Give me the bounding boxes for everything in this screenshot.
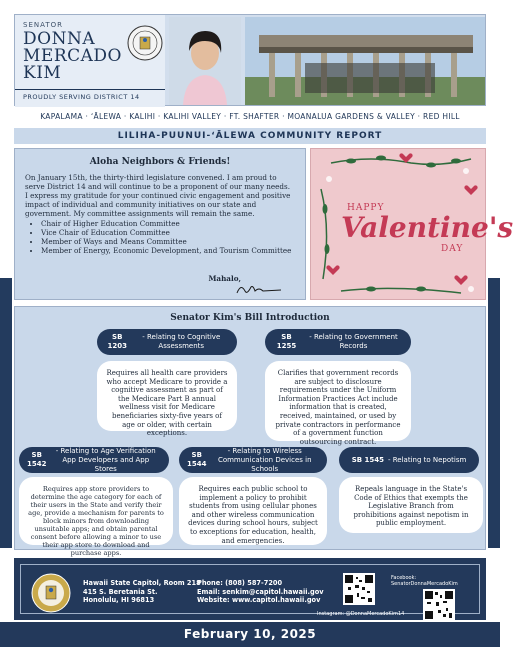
bill-card-sb1545: Repeals language in the State's Code of Ethics that exempts the Legislative Branch from prohibitions against nepotism in public employment. [339,477,483,533]
bill-pill-sb1544 [179,447,327,473]
bill-number: SB 1255 [276,333,297,350]
bill-card-sb1203: Requires all health care providers who accept Medicare to provide a cognitive assessment as part of the Medicare Part B annual wellness visit for Medicare beneficiaries sixty-five years of age or older, with certain exceptions. [97,361,237,431]
letter-title: Aloha Neighbors & Friends! [89,157,231,167]
left-side-band [0,278,12,548]
state-seal-icon [31,573,71,613]
contact-footer [14,558,486,620]
letter-closing: Mahalo, [208,274,241,283]
bill-number: SB 1544 [187,451,207,468]
bill-card-sb1542: Requires app store providers to determine the age category for each of their users in the State and verify their age, provide a mechanism for parents to block minors from downloading unsuitable apps; and obtain parental consent before allowing a minor to use their app store to download and purchase apps. [19,477,173,545]
valentine-main-text: Valentine's [341,211,513,244]
address-line: 415 S. Beretania St. [83,587,158,596]
letter-body: On January 15th, the thirty-third legislature convened. I am proud to serve District 14 and will continue to be a proponent of our many needs. I express my gratitude for your continued civic engagement and positive impact of individual and community initiatives on our state and government. My committee assignments will remain the same. [25,173,291,218]
signature-image [235,281,283,297]
bill-subject: - Relating to Government Records [309,333,398,350]
bill-card-sb1544: Requires each public school to implement a policy to prohibit students from using cellular phones and other wireless communication devices during school hours, subject to exceptions for education, health, and emergencies. [179,477,327,545]
senator-label: SENATOR [23,21,63,29]
header-banner [14,14,486,106]
email-link[interactable]: Email: senkim@capitol.hawaii.gov [197,587,324,596]
valentine-day-text: DAY [441,244,464,254]
bill-subject: - Relating to Nepotism [387,455,467,464]
senator-name-line1: DONNA [23,29,96,49]
bill-pill-sb1542 [19,447,169,473]
contact-info [197,579,324,605]
address-line: Honolulu, HI 96813 [83,596,155,604]
committee-item: • Member of Ways and Means Committee [41,237,295,246]
capitol-address [83,579,201,605]
valentine-graphic [310,148,513,300]
report-date: February 10, 2025 [0,622,500,647]
facebook-handle[interactable]: Facebook: SenatorDonnaMercadoKim [391,575,458,587]
senator-portrait [169,17,241,105]
committee-item: • Member of Energy, Economic Development, and Tourism Committee [41,246,295,255]
bill-card-sb1255: Clarifies that government records are subject to disclosure requirements under the Uniform Information Practices Act include information that is created, received, maintained, or used by private contractors in performance of a government function outsourcing contract. [265,361,411,441]
bill-number: SB 1203 [107,333,127,350]
bill-number: SB 1545 [351,455,384,464]
committee-list [41,219,295,255]
bill-subject: - Relating to Age Verification App Developers and App Stores [55,446,156,473]
instagram-qr-code[interactable] [343,573,375,605]
district-tagline: PROUDLY SERVING DISTRICT 14 [23,93,140,101]
bills-title: Senator Kim's Bill Introduction [170,313,330,323]
bill-pill-sb1545 [339,447,479,473]
phone-text: Phone: (808) 587-7200 [197,579,283,587]
aloha-letter [14,148,306,300]
facebook-qr-code[interactable] [423,589,455,621]
right-side-band [488,278,500,548]
instagram-handle[interactable]: Instagram: @DonnaMercadoKim14 [317,611,405,617]
report-title: LILIHA-PUUNUI-ʻĀLEWA COMMUNITY REPORT [14,128,486,144]
footer-frame [20,564,480,617]
state-seal-icon [127,25,163,61]
capitol-building-image [245,17,485,105]
valentine-happy-text: HAPPY [347,203,385,213]
districts-list: KAPALAMA · ʻĀLEWA · KALIHI · KALIHI VALLEY · FT. SHAFTER · MOANALUA GARDENS & VALLEY · RED HILL [40,112,460,121]
bill-pill-sb1255 [265,329,411,355]
committee-item: • Vice Chair of Education Committee [41,228,295,237]
address-line: Hawaii State Capitol, Room 218 [83,579,201,587]
bill-subject: - Relating to Cognitive Assessments [142,333,221,350]
header-name-panel [15,15,165,107]
header-divider [15,89,165,90]
senator-name-line2: MERCADO [23,46,122,66]
bill-pill-sb1203 [97,329,237,355]
bill-subject: - Relating to Wireless Communication Devices in Schools [217,446,312,473]
committee-item: • Chair of Higher Education Committee [41,219,295,228]
senator-name-line3: KIM [23,63,62,83]
bill-introduction-section [14,306,486,557]
bill-number: SB 1542 [27,451,47,468]
website-link[interactable]: Website: www.capitol.hawaii.gov [197,596,321,604]
